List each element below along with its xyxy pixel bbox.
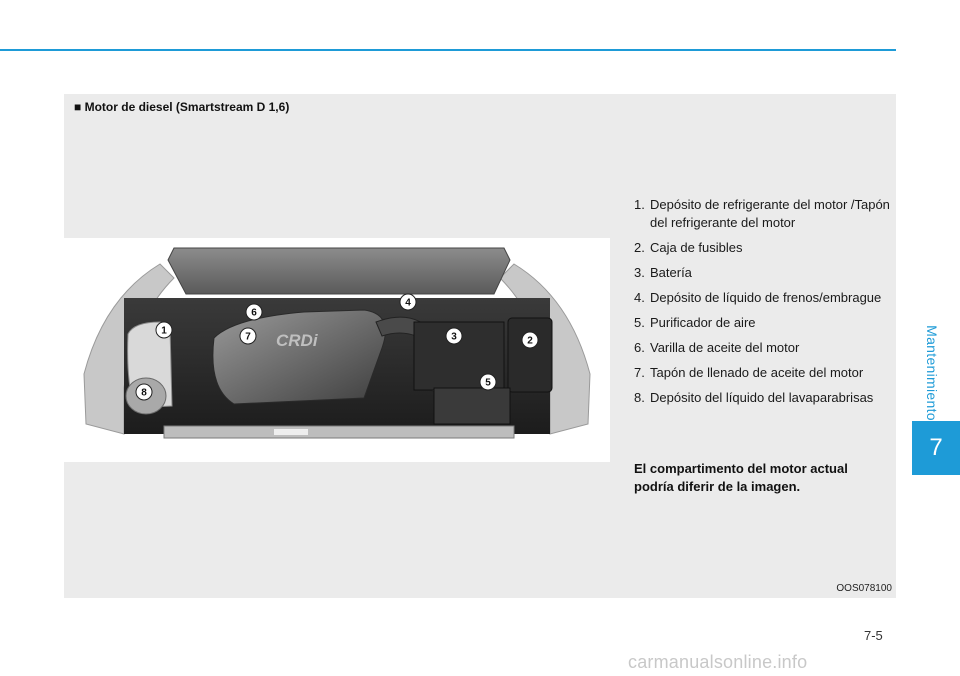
legend-item: 6. Varilla de aceite del motor [634,340,800,355]
header-rule [0,49,896,51]
callout-2 [522,332,538,348]
figure-panel [64,94,896,598]
component-legend [634,196,896,414]
figure-code: OOS078100 [836,583,892,594]
legend-item: 7. Tapón de llenado de aceite del motor [634,365,864,380]
site-watermark: carmanualsonline.info [628,652,808,672]
svg-text:6: 6 [251,307,257,319]
legend-item: 5. Purificador de aire [634,315,756,330]
legend-item: 1. Depósito de refrigerante del motor /Tapón del refrigerante del motor [634,197,890,230]
engine-cover-logo: CRDi [276,331,318,350]
svg-text:7: 7 [245,331,251,343]
svg-text:2: 2 [527,335,533,347]
svg-text:1: 1 [161,325,167,337]
legend-item: 8. Depósito del líquido del lavaparabrisas [634,390,874,405]
panel-title: ■ Motor de diesel (Smartstream D 1,6) [74,100,290,114]
legend-item: 3. Batería [634,265,692,280]
disclaimer-note: El compartimento del motor actual podría diferir de la imagen. [634,461,848,494]
chapter-side-label: Mantenimiento [924,325,941,421]
legend-item: 2. Caja de fusibles [634,240,743,255]
engine-bay-illustration [64,238,610,462]
legend-item: 4. Depósito de líquido de frenos/embrague [634,290,882,305]
callout-5 [480,374,496,390]
svg-text:3: 3 [451,331,457,343]
callout-6 [246,304,262,320]
callout-3 [446,328,462,344]
svg-text:8: 8 [141,387,147,399]
chapter-tab[interactable]: 7 [912,421,960,475]
callout-8 [136,384,152,400]
svg-text:4: 4 [405,297,411,309]
page-number: 7-5 [864,628,883,643]
callout-4 [400,294,416,310]
callout-7 [240,328,256,344]
svg-text:5: 5 [485,377,491,389]
callout-1 [156,322,172,338]
